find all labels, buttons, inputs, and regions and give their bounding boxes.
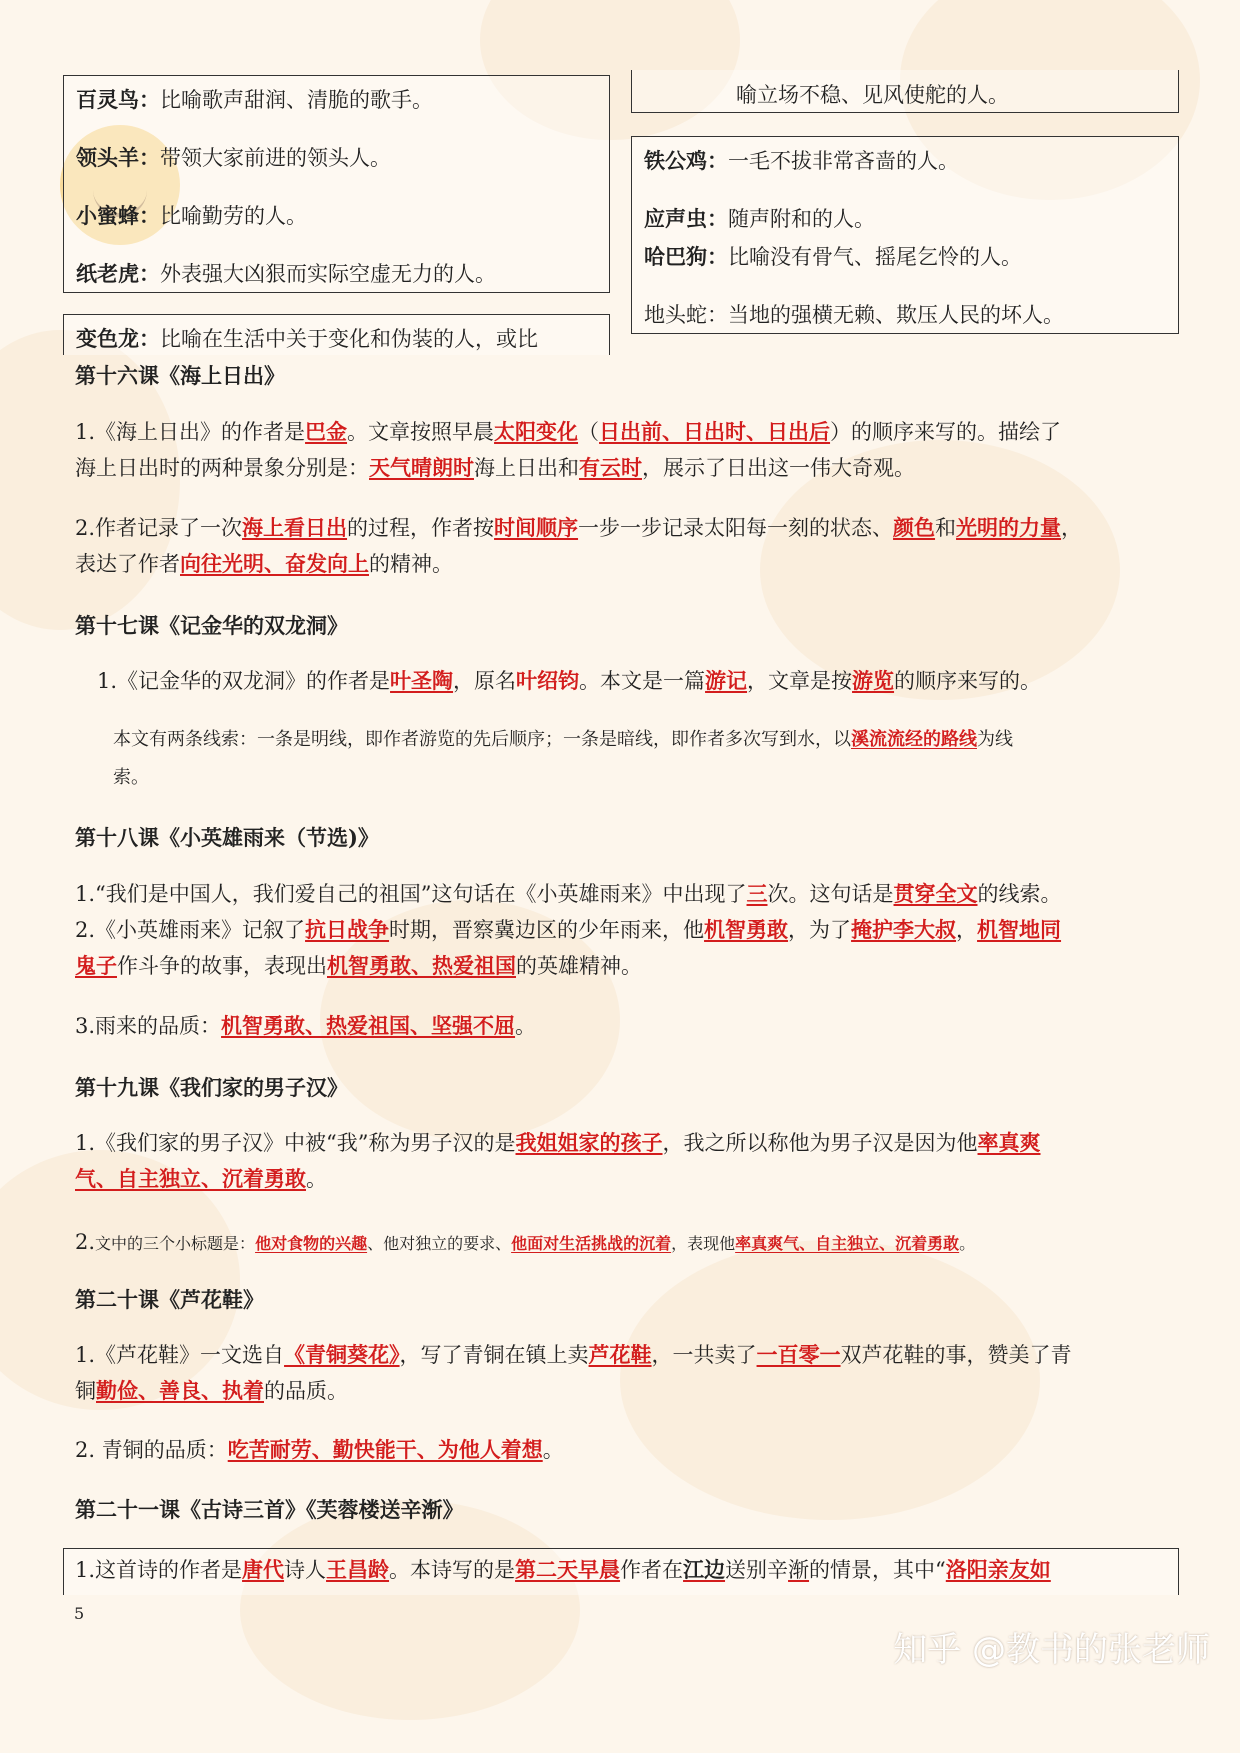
- lesson-16-point-1-cont: 海上日出时的两种景象分别是：天气晴朗时海上日出和有云时，展示了日出这一伟大奇观。: [75, 455, 915, 480]
- lesson-18-point-1: 1.“我们是中国人，我们爱自己的祖国”这句话在《小英雄雨来》中出现了三次。这句话是贯穿全文的线索。: [75, 881, 1062, 906]
- idiom-term: 变色龙：: [76, 326, 160, 351]
- idiom-definition: 比喻没有骨气、摇尾乞怜的人。: [728, 245, 1022, 269]
- idiom-row: [76, 200, 307, 230]
- lesson-16-point-2: 2.作者记录了一次海上看日出的过程，作者按时间顺序一步一步记录太阳每一刻的状态、颜色和光明的力量，: [75, 515, 1083, 540]
- lesson-20-point-1: 1.《芦花鞋》一文选自《青铜葵花》，写了青铜在镇上卖芦花鞋，一共卖了一百零一双芦花鞋的事，赞美了青: [75, 1342, 1072, 1367]
- lesson-18-point-2: 2.《小英雄雨来》记叙了抗日战争时期，晋察冀边区的少年雨来，他机智勇敢，为了掩护李大叔，机智地同: [75, 917, 1062, 942]
- lesson-18-point-2-cont: 鬼子作斗争的故事，表现出机智勇敢、热爱祖国的英雄精神。: [75, 953, 642, 978]
- watermark: [893, 1622, 1210, 1671]
- idiom-definition: 比喻歌声甜润、清脆的歌手。: [160, 88, 433, 112]
- idiom-term: 地头蛇：: [644, 303, 728, 327]
- lesson-17-point-1: 1.《记金华的双龙洞》的作者是叶圣陶，原名叶绍钧。本文是一篇游记，文章是按游览的顺序来写的。: [97, 668, 1042, 693]
- lesson-19-title: 第十九课《我们家的男子汉》: [75, 1075, 348, 1100]
- idiom-term: 哈巴狗：: [644, 244, 728, 269]
- idiom-term: 小蜜蜂：: [76, 203, 160, 228]
- lesson-18-title: 第十八课《小英雄雨来（节选)》: [75, 825, 379, 850]
- page-number: 5: [74, 1604, 85, 1623]
- idiom-definition: 当地的强横无赖、欺压人民的坏人。: [728, 303, 1064, 327]
- lesson-20-point-1-cont: 铜勤俭、善良、执着的品质。: [75, 1378, 348, 1403]
- lesson-21-title: 第二十一课《古诗三首》《芙蓉楼送辛渐》: [75, 1497, 464, 1522]
- lesson-16-point-2-cont: 表达了作者向往光明、奋发向上的精神。: [75, 551, 453, 576]
- idiom-term: 铁公鸡：: [644, 148, 728, 173]
- idiom-row: [644, 241, 1022, 271]
- lesson-16-title: 第十六课《海上日出》: [75, 363, 285, 388]
- idiom-term: 百灵鸟：: [76, 87, 160, 112]
- lesson-19-point-2: 2.文中的三个小标题是：他对食物的兴趣、他对独立的要求、他面对生活挑战的沉着，表现他率真爽气、自主独立、沉着勇敢。: [75, 1230, 976, 1254]
- lesson-19-point-1-cont: 气、自主独立、沉着勇敢。: [75, 1166, 327, 1191]
- idiom-row: [76, 84, 433, 114]
- idiom-row: [76, 323, 538, 353]
- idiom-row: [76, 142, 391, 172]
- idiom-box-right: [631, 136, 1179, 334]
- lesson-18-point-3: 3.雨来的品质：机智勇敢、热爱祖国、坚强不屈。: [75, 1013, 537, 1038]
- idiom-term: 纸老虎：: [76, 261, 160, 286]
- idiom-definition: 比喻在生活中关于变化和伪装的人，或比: [160, 327, 538, 351]
- idiom-definition: 比喻勤劳的人。: [160, 204, 307, 228]
- lesson-17-clue-note: 本文有两条线索：一条是明线，即作者游览的先后顺序；一条是暗线，即作者多次写到水，以溪流流经的路线为线: [113, 729, 1013, 750]
- idiom-term: 领头羊：: [76, 145, 160, 170]
- idiom-definition: 外表强大凶狠而实际空虚无力的人。: [160, 262, 496, 286]
- lesson-16-point-1: 1.《海上日出》的作者是巴金。文章按照早晨太阳变化（日出前、日出时、日出后）的顺序来写的。描绘了: [75, 419, 1062, 444]
- idiom-definition: 随声附和的人。: [728, 207, 875, 231]
- idiom-row: [644, 203, 875, 233]
- idiom-row: [644, 299, 1064, 329]
- lesson-20-point-2: 2. 青铜的品质：吃苦耐劳、勤快能干、为他人着想。: [75, 1437, 564, 1462]
- lesson-17-clue-note-cont: 索。: [113, 767, 149, 788]
- watermark-text: 知乎 @教书的张老师: [893, 1630, 1210, 1670]
- lesson-19-point-1: 1.《我们家的男子汉》中被“我”称为男子汉的是我姐姐家的孩子，我之所以称他为男子汉是因为他率真爽: [75, 1130, 1041, 1155]
- lesson-20-title: 第二十课《芦花鞋》: [75, 1287, 264, 1312]
- idiom-definition: 带领大家前进的领头人。: [160, 146, 391, 170]
- idiom-row: [76, 258, 496, 288]
- lesson-17-title: 第十七课《记金华的双龙洞》: [75, 613, 348, 638]
- idiom-row: [644, 145, 959, 175]
- idiom-box-left: [63, 75, 610, 293]
- lesson-21-point-1: 1.这首诗的作者是唐代诗人王昌龄。本诗写的是第二天早晨作者在江边送别辛渐的情景，其中“洛阳亲友如: [75, 1557, 1051, 1582]
- idiom-definition: 一毛不拔非常吝啬的人。: [728, 149, 959, 173]
- idiom-box-right-continued: [631, 70, 1179, 113]
- idiom-term: 应声虫：: [644, 206, 728, 231]
- idiom-definition: 喻立场不稳、见风使舵的人。: [736, 83, 1009, 107]
- idiom-box-left-continued: [63, 314, 610, 355]
